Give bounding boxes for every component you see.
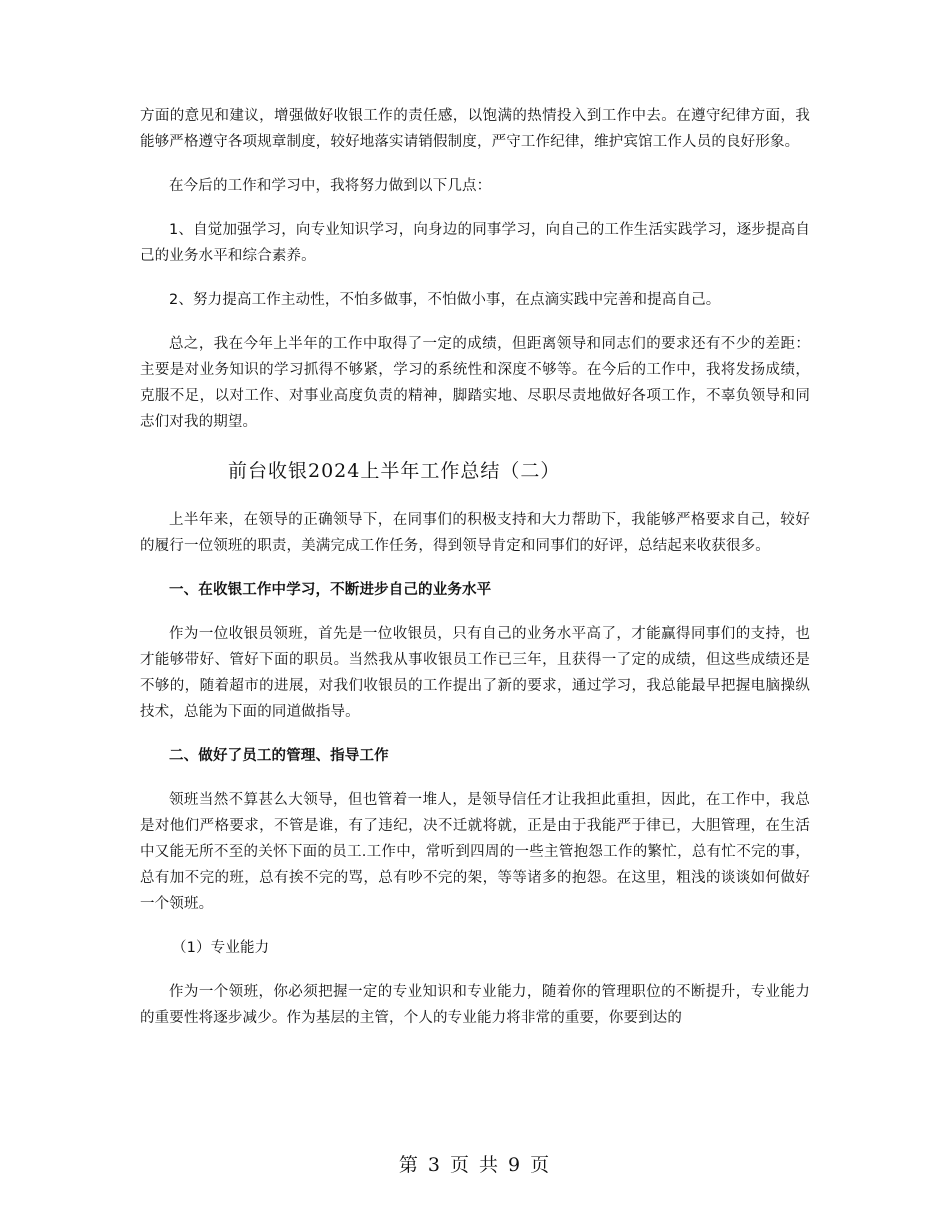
heading-learning: 一、在收银工作中学习，不断进步自己的业务水平 (169, 582, 492, 598)
paragraph-professional-ability: 作为一个领班，你必须把握一定的专业知识和专业能力，随着你的管理职位的不断提升，专业能力的重要性将逐步减少。作为基层的主管，个人的专业能力将非常的重要，你要到达的 (140, 984, 810, 1026)
paragraph-point-2: 2、努力提高工作主动性，不怕多做事，不怕做小事，在点滴实践中完善和提高自己。 (169, 292, 721, 308)
section-title: 前台收银2024上半年工作总结（二） (228, 460, 561, 482)
heading-management: 二、做好了员工的管理、指导工作 (169, 748, 389, 764)
paragraph-continuation: 方面的意见和建议，增强做好收银工作的责任感，以饱满的热情投入到工作中去。在遵守纪律方面，我能够严格遵守各项规章制度，较好地落实请销假制度，严守工作纪律，维护宾馆工作人员的良好形象。 (140, 108, 810, 150)
paragraph-point-1: 1、自觉加强学习，向专业知识学习，向身边的同事学习，向自己的工作生活实践学习，逐步提高自己的业务水平和综合素养。 (140, 222, 810, 264)
document-body (140, 103, 810, 1031)
paragraph-management: 领班当然不算甚么大领导，但也管着一堆人，是领导信任才让我担此重担，因此，在工作中，我总是对他们严格要求，不管是谁，有了违纪，决不迁就将就，正是由于我能严于律已，大胆管理，在生活中又能无所不至的关怀下面的员工.工作中，常听到四周的一些主管抱怨工作的繁忙，总有忙不完的事，总有加不完的班，总有挨不完的骂，总有吵不完的架，等等诸多的抱怨。在这里，粗浅的谈谈如何做好一个领班。 (140, 792, 810, 912)
page-number-footer: 第 3 页 共 9 页 (398, 1154, 552, 1176)
paragraph-learning: 作为一位收银员领班，首先是一位收银员，只有自己的业务水平高了，才能赢得同事们的支持，也才能够带好、管好下面的职员。当然我从事收银员工作已三年，且获得一了定的成绩，但这些成绩还是不够的，随着超市的进展，对我们收银员的工作提出了新的要求，通过学习，我总能最早把握电脑操纵技术，总能为下面的同道做指导。 (140, 626, 810, 720)
paragraph-future-intro: 在今后的工作和学习中，我将努力做到以下几点： (169, 178, 492, 194)
subheading-professional-ability: （1）专业能力 (172, 940, 270, 956)
paragraph-intro: 上半年来，在领导的正确领导下，在同事们的积极支持和大力帮助下，我能够严格要求自己，较好的履行一位领班的职责，美满完成工作任务，得到领导肯定和同事们的好评，总结起来收获很多。 (140, 512, 810, 554)
paragraph-summary: 总之，我在今年上半年的工作中取得了一定的成绩，但距离领导和同志们的要求还有不少的差距：主要是对业务知识的学习抓得不够紧，学习的系统性和深度不够等。在今后的工作中，我将发扬成绩，克服不足，以对工作、对事业高度负责的精神，脚踏实地、尽职尽责地做好各项工作，不辜负领导和同志们对我的期望。 (140, 336, 810, 430)
